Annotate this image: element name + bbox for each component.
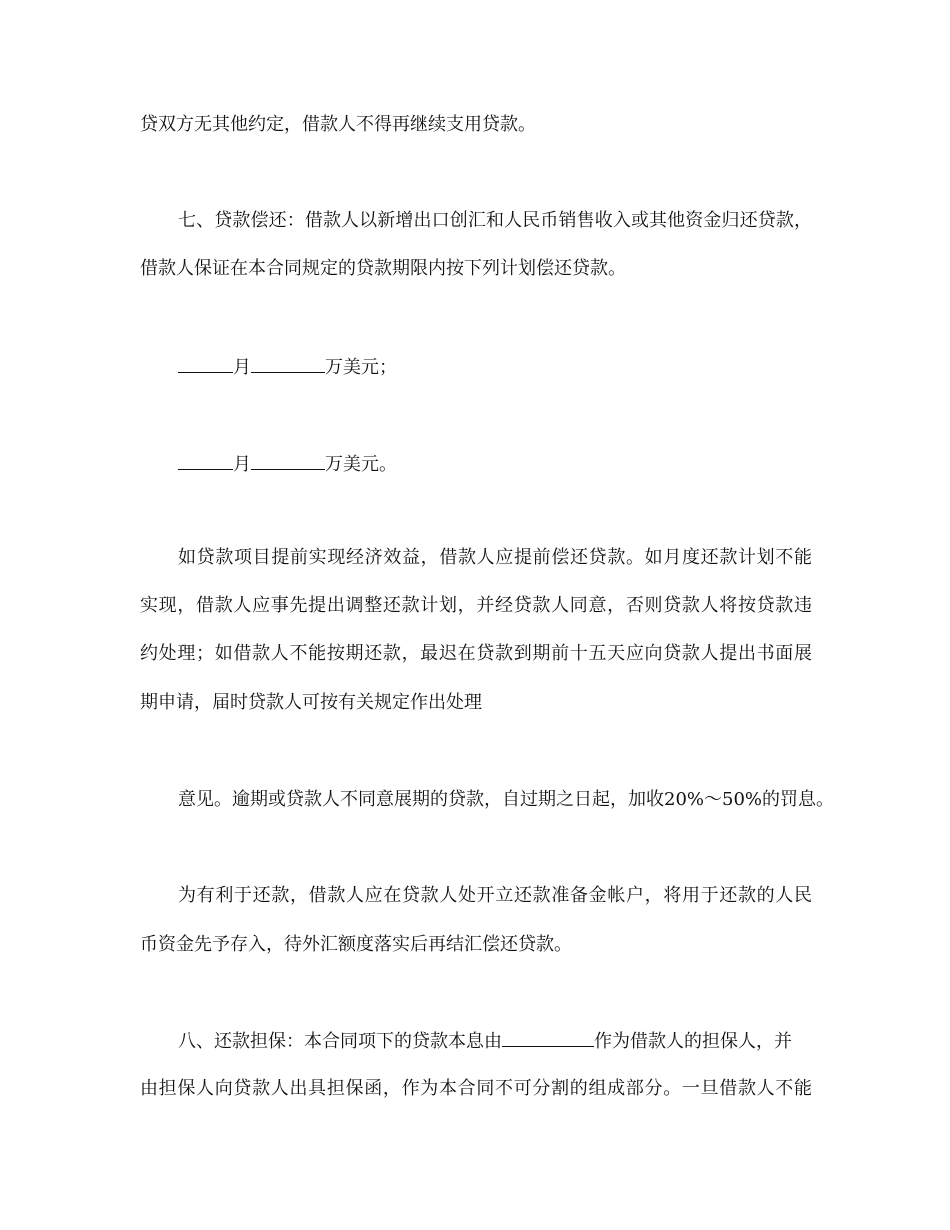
blank-field (178, 352, 233, 373)
repayment-schedule-line (178, 352, 812, 382)
text-line: 币资金先予存入，待外汇额度落实后再结汇偿还贷款。 (140, 934, 572, 955)
blank-field (502, 1026, 594, 1047)
text-line: 实现，借款人应事先提出调整还款计划，并经贷款人同意，否则贷款人将按贷款违 (140, 595, 812, 616)
month-label: 月 (233, 357, 251, 378)
text-line: 贷双方无其他约定，借款人不得再继续支用贷款。 (140, 114, 536, 135)
repayment-schedule-line (178, 449, 812, 479)
text-line: 为有利于还款，借款人应在贷款人处开立还款准备金帐户，将用于还款的人民 (178, 885, 812, 906)
text-line: 如贷款项目提前实现经济效益，借款人应提前偿还贷款。如月度还款计划不能 (178, 547, 812, 568)
text-line: 借款人保证在本合同规定的贷款期限内按下列计划偿还贷款。 (140, 258, 626, 279)
blank-field (178, 449, 233, 470)
text-segment: 作为借款人的担保人，并 (594, 1031, 792, 1052)
guarantee-line (178, 1026, 812, 1056)
text-line: 由担保人向贷款人出具担保函，作为本合同不可分割的组成部分。一旦借款人不能 (140, 1078, 812, 1099)
amount-label: 万美元。 (325, 454, 397, 475)
text-segment: 八、还款担保：本合同项下的贷款本息由 (178, 1031, 502, 1052)
text-line: 意见。逾期或贷款人不同意展期的贷款，自过期之日起，加收20%～50%的罚息。 (178, 789, 835, 810)
month-label: 月 (233, 454, 251, 475)
blank-field (251, 352, 325, 373)
text-line: 期申请，届时贷款人可按有关规定作出处理 (140, 692, 482, 713)
blank-field (251, 449, 325, 470)
text-line: 七、贷款偿还：借款人以新增出口创汇和人民币销售收入或其他资金归还贷款， (178, 210, 812, 231)
text-line: 约处理；如借款人不能按期还款，最迟在贷款到期前十五天应向贷款人提出书面展 (140, 643, 812, 664)
amount-label: 万美元； (325, 357, 397, 378)
